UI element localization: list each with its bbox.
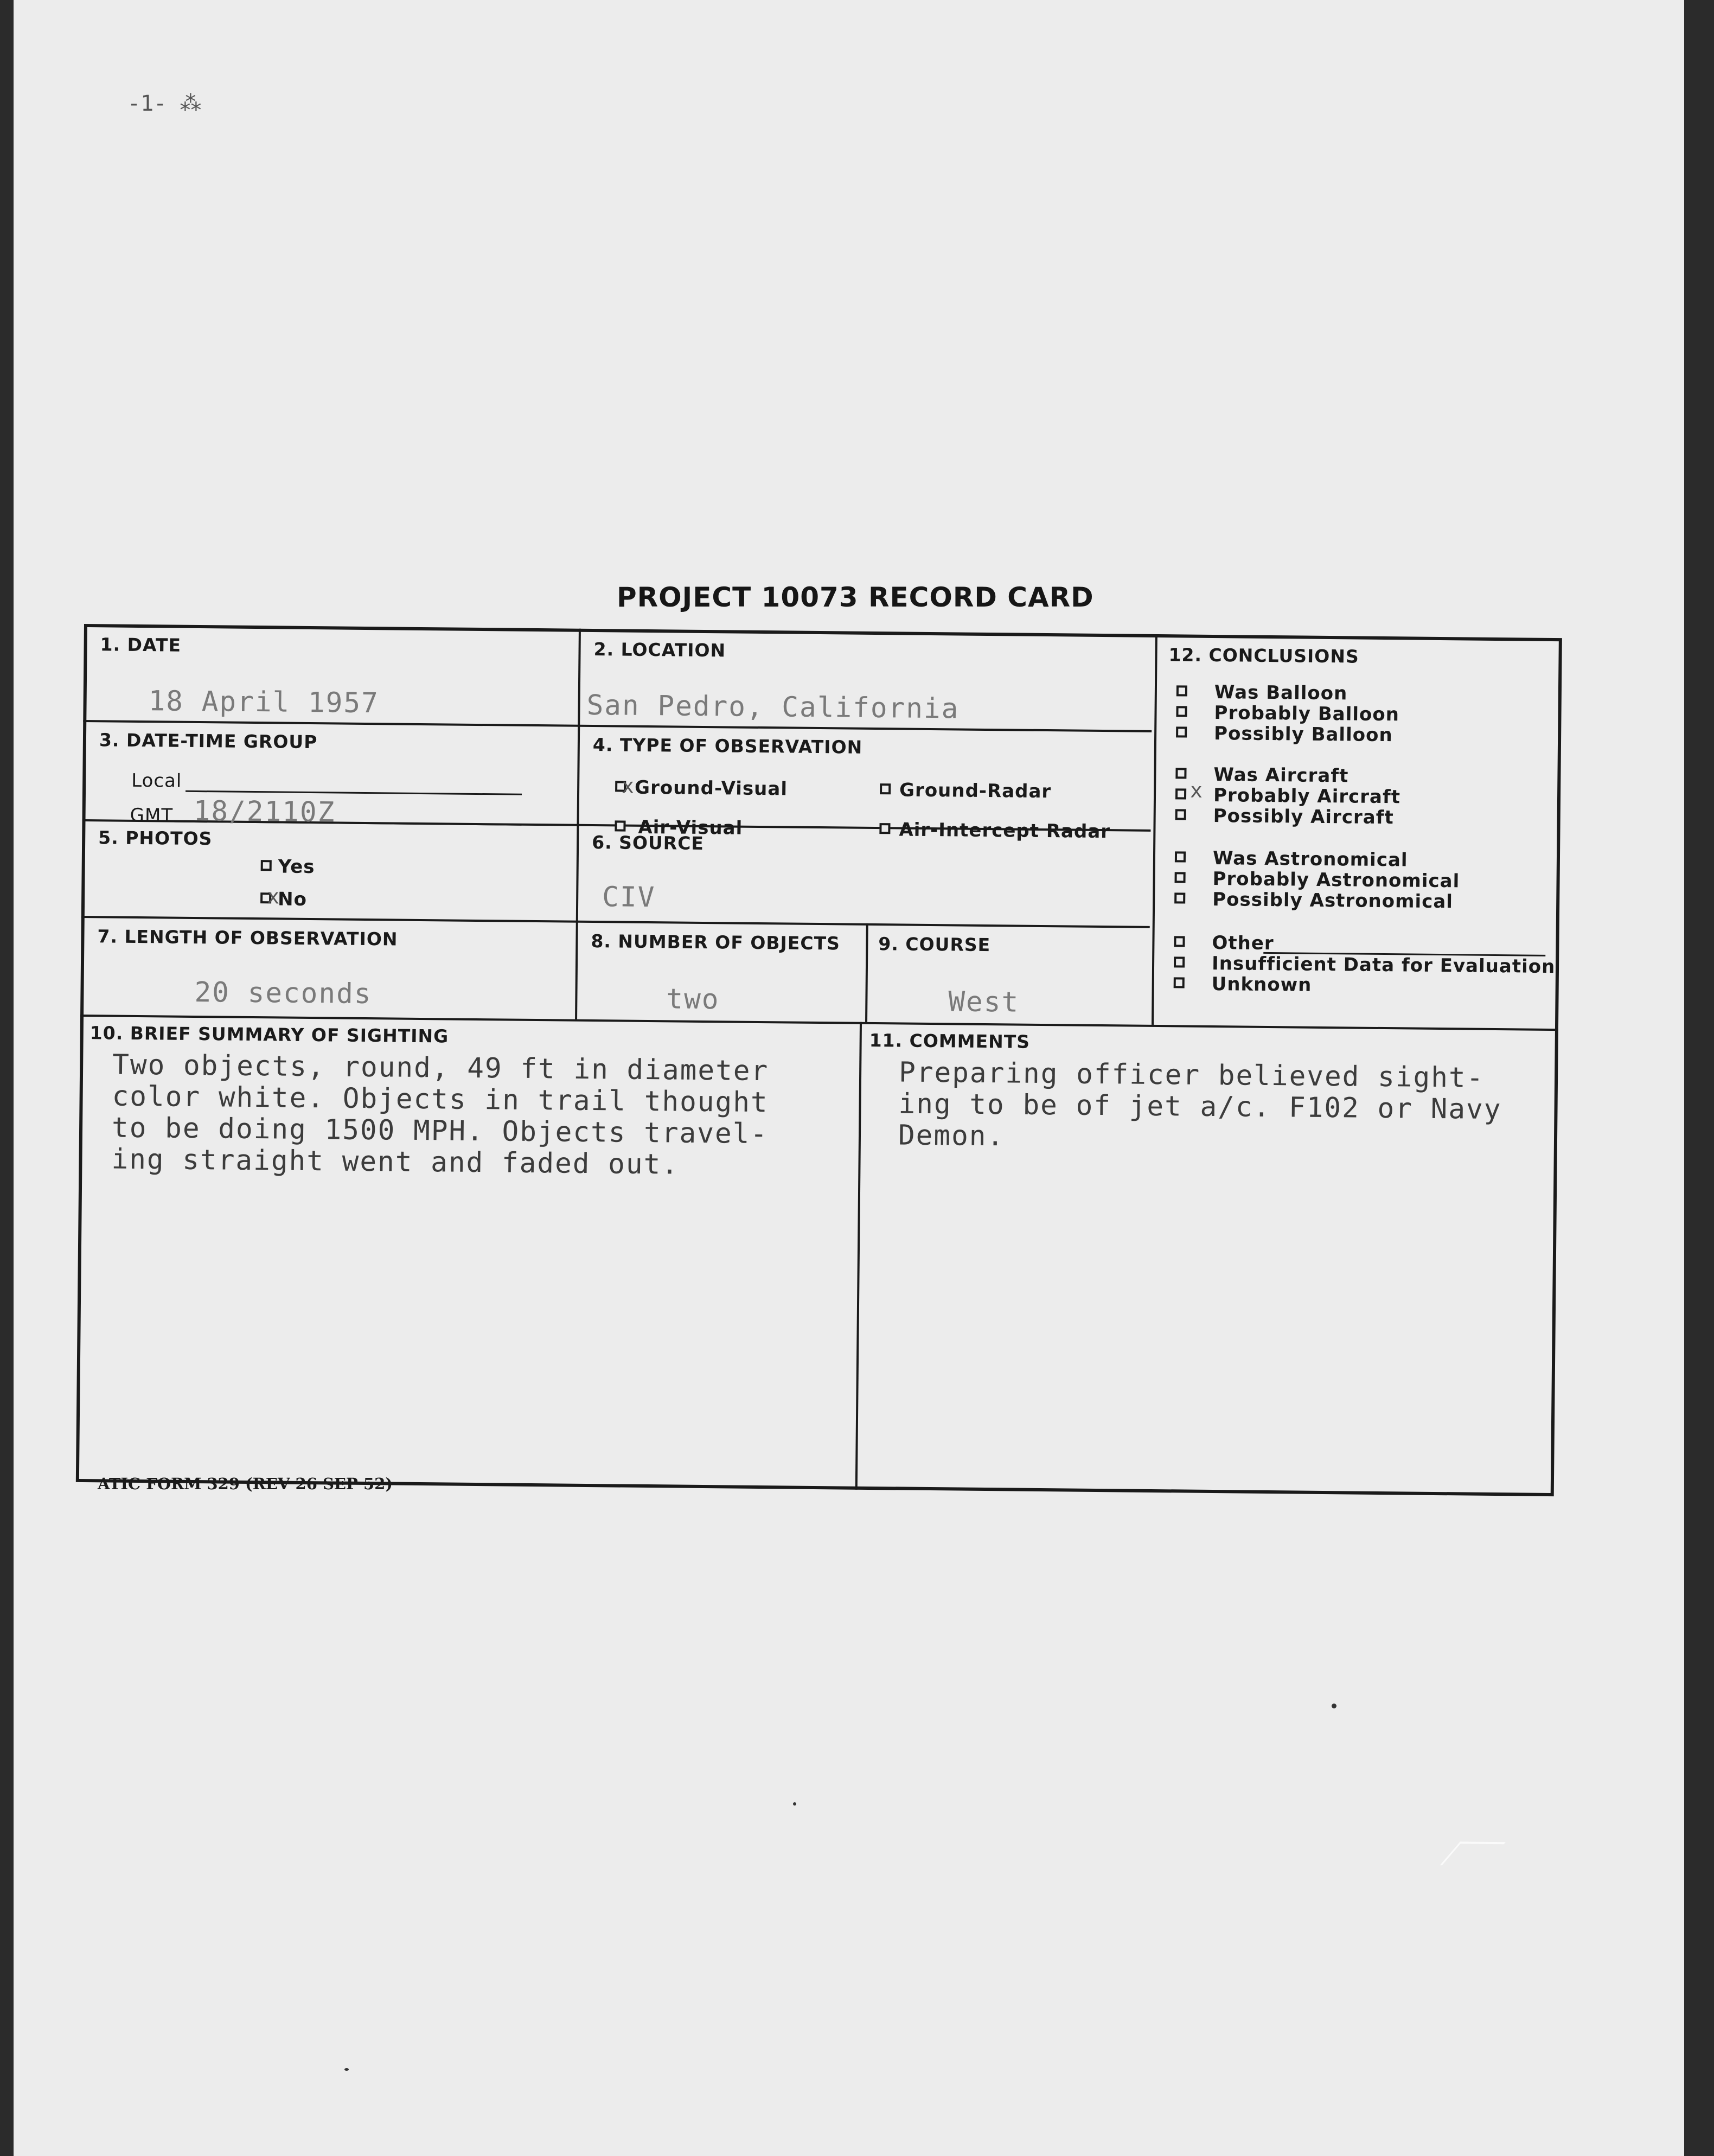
conclusion-insufficient-data-label: Insufficient Data for Evaluation (1211, 952, 1556, 978)
photos-no-label: No (277, 888, 308, 910)
course-label: 9. COURSE (878, 933, 991, 956)
conclusion-probably-astronomical-label: Probably Astronomical (1212, 867, 1460, 892)
conclusion-probably-balloon-label: Probably Balloon (1214, 702, 1400, 726)
dust-speck (344, 2068, 349, 2071)
course-value: West (948, 986, 1020, 1019)
source-label: 6. SOURCE (591, 832, 705, 854)
dtg-local-label: Local (131, 769, 182, 792)
air-intercept-radar-label: Air-Intercept Radar (899, 819, 1111, 843)
dust-speck (1332, 1704, 1336, 1708)
conclusion-was-aircraft-checkbox[interactable] (1175, 768, 1186, 779)
ground-radar-checkbox[interactable] (880, 783, 891, 794)
record-card (76, 624, 1565, 1498)
date-value: 18 April 1957 (148, 685, 380, 720)
form-footer: ATIC FORM 329 (REV 26 SEP 52) (98, 1475, 393, 1493)
conclusion-was-balloon-checkbox[interactable] (1176, 685, 1187, 696)
conclusion-other-label: Other (1212, 932, 1274, 955)
conclusion-unknown-label: Unknown (1211, 973, 1312, 996)
ground-radar-label: Ground-Radar (899, 779, 1052, 803)
summary-text (111, 1050, 769, 1182)
conclusion-probably-aircraft-checkbox[interactable] (1175, 788, 1186, 799)
comments-line: Demon. (898, 1119, 1005, 1153)
conclusion-possibly-astronomical-checkbox[interactable] (1174, 892, 1185, 903)
comments-line: ing to be of jet a/c. F102 or Navy (898, 1088, 1502, 1126)
conclusion-possibly-astronomical-label: Possibly Astronomical (1212, 888, 1454, 913)
air-intercept-radar-checkbox[interactable] (879, 823, 890, 834)
conclusion-was-aircraft-label: Was Aircraft (1213, 764, 1349, 787)
date-label: 1. DATE (100, 634, 182, 656)
location-value: San Pedro, California (586, 689, 960, 725)
conclusion-possibly-balloon-label: Possibly Balloon (1213, 723, 1393, 747)
type-of-observation-label: 4. TYPE OF OBSERVATION (592, 734, 863, 758)
margin-note: -1- ⁂ (127, 91, 202, 116)
number-of-objects-value: two (666, 983, 720, 1016)
photos-yes-checkbox[interactable] (261, 860, 272, 871)
conclusion-was-astronomical-checkbox[interactable] (1175, 851, 1186, 862)
number-of-objects-label: 8. NUMBER OF OBJECTS (591, 930, 841, 954)
length-value: 20 seconds (194, 976, 372, 1011)
photos-label: 5. PHOTOS (98, 827, 213, 850)
comments-label: 11. COMMENTS (869, 1029, 1031, 1053)
photos-yes-label: Yes (278, 856, 315, 878)
pen-mark (1440, 1841, 1506, 1865)
conclusion-was-astronomical-label: Was Astronomical (1212, 847, 1408, 871)
dtg-gmt-label: GMT (130, 804, 174, 827)
air-visual-checkbox[interactable] (615, 820, 625, 831)
conclusion-possibly-aircraft-checkbox[interactable] (1175, 809, 1186, 820)
document-page (14, 0, 1684, 2156)
summary-label: 10. BRIEF SUMMARY OF SIGHTING (89, 1022, 449, 1047)
comments-text (898, 1057, 1502, 1157)
conclusion-possibly-balloon-checkbox[interactable] (1176, 726, 1187, 737)
dust-speck (793, 1802, 796, 1806)
air-visual-label: Air-Visual (638, 816, 743, 839)
dtg-label: 3. DATE-TIME GROUP (99, 729, 318, 753)
conclusion-probably-astronomical-checkbox[interactable] (1175, 872, 1186, 883)
ground-visual-check-mark: x (621, 774, 635, 798)
conclusion-insufficient-data-checkbox[interactable] (1174, 956, 1185, 967)
dtg-gmt-value: 18/2110Z (193, 795, 336, 829)
location-label: 2. LOCATION (593, 639, 726, 661)
summary-line: ing straight went and faded out. (111, 1143, 680, 1181)
conclusion-probably-balloon-checkbox[interactable] (1176, 706, 1187, 717)
conclusion-unknown-checkbox[interactable] (1174, 977, 1185, 988)
card-title: PROJECT 10073 RECORD CARD (617, 582, 1094, 613)
conclusion-probably-aircraft-label: Probably Aircraft (1213, 784, 1401, 808)
source-value: CIV (602, 881, 656, 914)
summary-line: to be doing 1500 MPH. Objects travel- (111, 1112, 769, 1151)
conclusion-was-balloon-label: Was Balloon (1214, 681, 1348, 705)
comments-line: Preparing officer believed sight- (898, 1056, 1485, 1094)
length-label: 7. LENGTH OF OBSERVATION (97, 926, 398, 950)
conclusions-label: 12. CONCLUSIONS (1168, 644, 1359, 667)
ground-visual-label: Ground-Visual (634, 776, 788, 800)
conclusion-probably-aircraft-check-mark: x (1189, 778, 1203, 802)
conclusion-possibly-aircraft-label: Possibly Aircraft (1213, 805, 1394, 829)
photos-no-check-mark: x (266, 884, 280, 909)
conclusion-other-checkbox[interactable] (1174, 936, 1185, 947)
summary-line: Two objects, round, 49 ft in diameter (112, 1049, 769, 1088)
summary-line: color white. Objects in trail thought (112, 1080, 769, 1119)
